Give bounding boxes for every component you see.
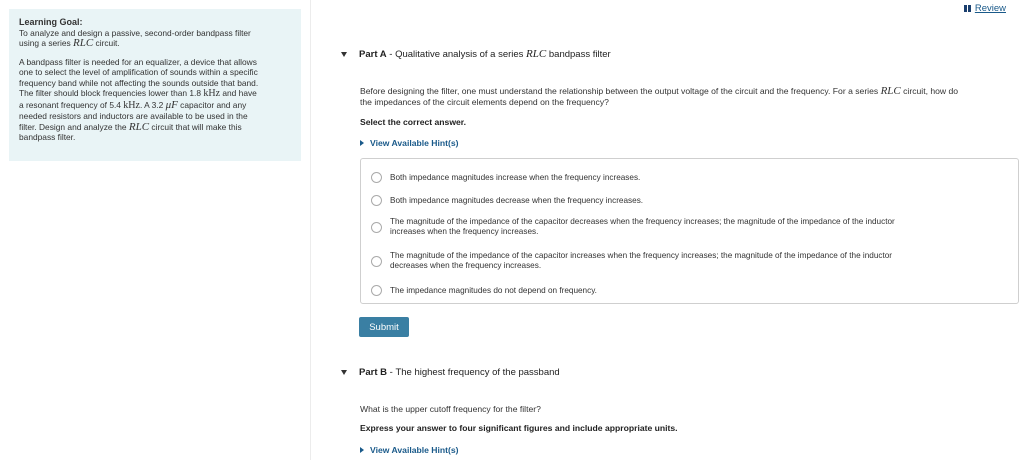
desc-line: circuit that will make this [149, 121, 242, 132]
question-text: the impedances of the circuit elements depend on the frequency? [360, 96, 609, 107]
hint-label: View Available Hint(s) [370, 138, 459, 148]
radio-button[interactable] [371, 172, 382, 183]
learning-goal-panel [9, 9, 301, 161]
part-separator: - [386, 48, 396, 60]
desc-line: frequency band while not affecting the sounds outside that band. [19, 77, 259, 88]
part-b-label: Part B [359, 367, 387, 378]
radio-button[interactable] [371, 285, 382, 296]
goal-line: To analyze and design a passive, second-order bandpass filter [19, 27, 251, 38]
unit-khz: kHz [123, 99, 140, 111]
desc-line: capacitor and any [177, 99, 247, 110]
collapse-caret-icon[interactable] [341, 370, 347, 375]
part-b-header[interactable] [341, 367, 560, 378]
column-divider [310, 0, 311, 460]
desc-line: needed resistors and inductors are available to be used in the [19, 111, 248, 121]
choice-text [390, 217, 895, 237]
review-link[interactable] [964, 3, 1006, 14]
desc-line: and have [220, 88, 257, 98]
learning-goal-heading: Learning Goal: [19, 17, 83, 27]
radio-button[interactable] [371, 256, 382, 267]
part-b-instruction: Express your answer to four significant figures and include appropriate units. [360, 423, 678, 433]
desc-line: The filter should block frequencies lower than 1.8 [19, 88, 204, 98]
choice-line: increases when the frequency increases. [390, 227, 539, 236]
choice-4[interactable] [371, 251, 991, 271]
unit-microfarad: μF [165, 98, 178, 111]
answer-choices [360, 158, 1019, 304]
part-a-title: Qualitative analysis of a series [395, 48, 527, 60]
question-text: Before designing the filter, one must understand the relationship between the output voltage of the circuit and the frequency. For a series [360, 86, 881, 96]
desc-line: one to select the level of amplification of sounds within a specific [19, 67, 258, 77]
desc-line: A bandpass filter is needed for an equalizer, a device that allows [19, 56, 257, 67]
part-separator: - [386, 367, 396, 378]
review-icon [964, 5, 971, 12]
part-a-instruction: Select the correct answer. [360, 117, 467, 127]
unit-khz: kHz [203, 88, 221, 99]
desc-line: bandpass filter. [19, 132, 76, 142]
collapse-caret-icon[interactable] [341, 52, 347, 57]
desc-line: . A 3.2 [139, 99, 166, 110]
choice-line: The magnitude of the impedance of the capacitor increases when the frequency increases; the magnitude of the impedance of the inductor [390, 251, 893, 260]
radio-button[interactable] [371, 195, 382, 206]
learning-goal-text [19, 28, 292, 49]
review-label: Review [974, 3, 1006, 14]
choice-3[interactable] [371, 217, 991, 237]
problem-description [19, 57, 292, 143]
expand-triangle-icon [360, 140, 364, 146]
submit-button[interactable]: Submit [359, 317, 409, 337]
math-rlc: RLC [880, 85, 901, 97]
part-b-title: The highest frequency of the passband [395, 367, 560, 378]
goal-line: circuit. [93, 38, 120, 48]
goal-line: using a series [19, 38, 73, 48]
choice-text: Both impedance magnitudes decrease when the frequency increases. [390, 195, 644, 205]
choice-5[interactable] [371, 285, 991, 296]
choice-text [390, 251, 892, 271]
part-a-title-end: bandpass filter [546, 48, 611, 60]
choice-text: The impedance magnitudes do not depend on frequency. [390, 285, 597, 295]
desc-line: a resonant frequency of 5.4 [19, 99, 124, 110]
choice-line: decreases when the frequency increases. [390, 261, 542, 270]
choice-line: The magnitude of the impedance of the capacitor decreases when the frequency increases; the magnitude of the impedance of the inductor [390, 217, 895, 226]
hint-label: View Available Hint(s) [370, 445, 459, 455]
choice-1[interactable] [371, 172, 991, 183]
desc-line: filter. Design and analyze the [19, 121, 129, 132]
part-b-question: What is the upper cutoff frequency for the filter? [360, 404, 541, 414]
math-rlc: RLC [128, 120, 150, 133]
expand-triangle-icon [360, 447, 364, 453]
choice-text: Both impedance magnitudes increase when the frequency increases. [390, 172, 641, 182]
part-a-question [360, 86, 1020, 107]
math-rlc: RLC [526, 48, 547, 60]
part-a-header[interactable] [341, 48, 611, 60]
question-text: circuit, how do [900, 86, 959, 96]
part-b-hint-toggle[interactable] [360, 445, 459, 455]
choice-2[interactable] [371, 195, 991, 206]
math-rlc: RLC [73, 37, 94, 49]
part-a-label: Part A [359, 48, 387, 60]
radio-button[interactable] [371, 222, 382, 233]
part-a-hint-toggle[interactable] [360, 138, 459, 148]
